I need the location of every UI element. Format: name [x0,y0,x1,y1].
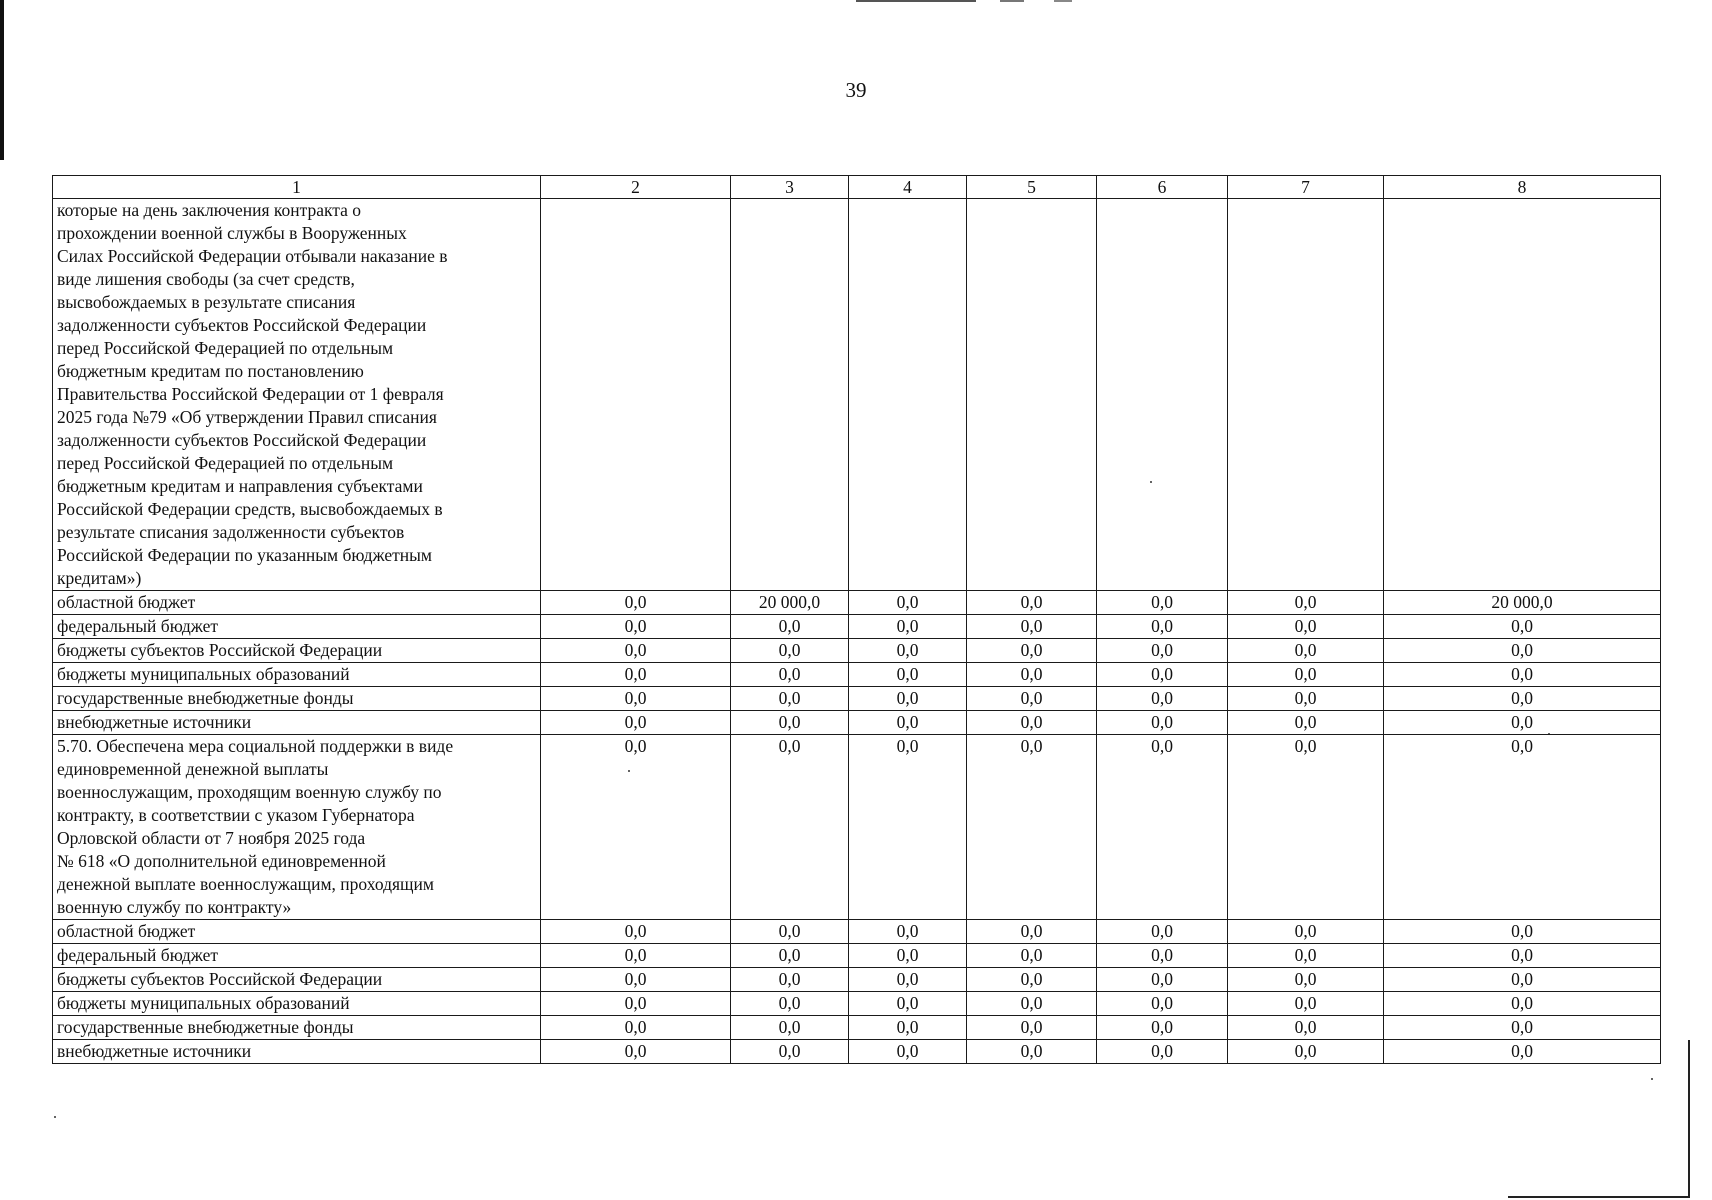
column-number: 8 [1384,176,1661,199]
value-cell: 20 000,0 [731,591,849,615]
value-cell: 0,0 [849,711,967,735]
funding-source-label: внебюджетные источники [53,1040,541,1064]
value-cell: 0,0 [967,735,1097,920]
funding-source-label: федеральный бюджет [53,615,541,639]
value-cell [541,199,731,591]
value-cell: 0,0 [1228,615,1384,639]
value-cell: 0,0 [849,1016,967,1040]
value-cell: 0,0 [541,1040,731,1064]
value-cell: 0,0 [1097,639,1228,663]
value-cell: 0,0 [1228,944,1384,968]
value-cell: 0,0 [731,687,849,711]
value-cell: 0,0 [731,735,849,920]
value-cell: 0,0 [731,639,849,663]
funding-source-label: федеральный бюджет [53,944,541,968]
value-cell: 0,0 [1097,735,1228,920]
value-cell: 0,0 [967,639,1097,663]
measure-row [53,735,1661,920]
funding-source-row [53,615,1661,639]
value-cell: 0,0 [541,711,731,735]
value-cell: 0,0 [1384,735,1661,920]
value-cell: 0,0 [967,615,1097,639]
scan-top-mark [856,0,1156,2]
value-cell: 0,0 [1384,639,1661,663]
value-cell [849,199,967,591]
value-cell: 0,0 [731,1040,849,1064]
value-cell: 0,0 [731,711,849,735]
value-cell: 0,0 [1097,687,1228,711]
value-cell: 0,0 [1228,992,1384,1016]
value-cell: 0,0 [1228,1016,1384,1040]
value-cell: 0,0 [1097,944,1228,968]
funding-source-label: областной бюджет [53,591,541,615]
value-cell: 0,0 [541,663,731,687]
value-cell: 0,0 [849,735,967,920]
value-cell: 0,0 [849,687,967,711]
value-cell: 0,0 [1228,687,1384,711]
value-cell: 0,0 [1384,1040,1661,1064]
funding-source-row [53,639,1661,663]
value-cell: 0,0 [1097,591,1228,615]
value-cell: 0,0 [541,920,731,944]
funding-source-row [53,591,1661,615]
value-cell [1228,199,1384,591]
value-cell: 0,0 [1384,968,1661,992]
value-cell: 0,0 [1384,944,1661,968]
value-cell: 0,0 [541,992,731,1016]
value-cell: 0,0 [731,944,849,968]
value-cell: 0,0 [849,663,967,687]
value-cell: 0,0 [1097,615,1228,639]
funding-source-row [53,944,1661,968]
value-cell [967,199,1097,591]
value-cell: 0,0 [1384,920,1661,944]
value-cell: 0,0 [1228,591,1384,615]
value-cell [731,199,849,591]
value-cell: 0,0 [541,687,731,711]
value-cell: 0,0 [731,968,849,992]
value-cell: 0,0 [1384,663,1661,687]
funding-source-row [53,687,1661,711]
column-number: 1 [53,176,541,199]
value-cell: 0,0 [1097,968,1228,992]
column-number: 5 [967,176,1097,199]
value-cell: 0,0 [1097,1040,1228,1064]
value-cell: 0,0 [731,992,849,1016]
column-number: 4 [849,176,967,199]
value-cell: 0,0 [541,591,731,615]
value-cell: 0,0 [1097,1016,1228,1040]
value-cell: 0,0 [541,944,731,968]
value-cell [1384,199,1661,591]
value-cell: 0,0 [731,663,849,687]
value-cell: 0,0 [849,615,967,639]
value-cell: 0,0 [1228,920,1384,944]
funding-source-label: бюджеты субъектов Российской Федерации [53,968,541,992]
value-cell: 0,0 [1228,639,1384,663]
value-cell: 0,0 [1097,711,1228,735]
budget-table [52,175,1661,1064]
funding-source-row [53,1040,1661,1064]
funding-source-row [53,920,1661,944]
value-cell: 0,0 [967,1040,1097,1064]
funding-source-label: областной бюджет [53,920,541,944]
value-cell: 0,0 [849,591,967,615]
value-cell: 0,0 [1384,687,1661,711]
funding-source-label: внебюджетные источники [53,711,541,735]
measure-description: 5.70. Обеспечена мера социальной поддержки в виде единовременной денежной выплаты военнослужащим, проходящим военную службу по контракту, в соответствии с указом Губернатора Орловской области от 7 ноября 2025 года № 618 «О дополнительной единовременной денежной выплате военнослужащим, проходящим военную службу по контракту» [53,735,541,920]
value-cell: 20 000,0 [1384,591,1661,615]
funding-source-row [53,1016,1661,1040]
funding-source-label: государственные внебюджетные фонды [53,687,541,711]
value-cell: 0,0 [731,920,849,944]
value-cell: 0,0 [731,1016,849,1040]
funding-source-label: бюджеты муниципальных образований [53,663,541,687]
scan-bottom-corner [1508,1196,1688,1198]
value-cell: 0,0 [849,992,967,1016]
measure-row [53,199,1661,591]
funding-source-row [53,968,1661,992]
value-cell: 0,0 [849,1040,967,1064]
funding-source-label: государственные внебюджетные фонды [53,1016,541,1040]
scan-speck [1651,1078,1653,1080]
scan-right-edge [1688,1040,1690,1198]
value-cell: 0,0 [967,944,1097,968]
value-cell: 0,0 [541,639,731,663]
value-cell: 0,0 [849,920,967,944]
value-cell: 0,0 [967,968,1097,992]
value-cell: 0,0 [1384,711,1661,735]
table-body [53,199,1661,1064]
value-cell: 0,0 [541,968,731,992]
value-cell: 0,0 [1228,663,1384,687]
value-cell: 0,0 [967,663,1097,687]
page-number: 39 [845,78,867,102]
column-number: 2 [541,176,731,199]
value-cell: 0,0 [1228,711,1384,735]
value-cell: 0,0 [849,968,967,992]
value-cell: 0,0 [541,735,731,920]
column-number: 6 [1097,176,1228,199]
value-cell: 0,0 [1228,1040,1384,1064]
value-cell: 0,0 [731,615,849,639]
value-cell: 0,0 [1097,992,1228,1016]
value-cell [1097,199,1228,591]
column-number-row [53,176,1661,199]
value-cell: 0,0 [849,639,967,663]
column-number: 7 [1228,176,1384,199]
value-cell: 0,0 [967,591,1097,615]
value-cell: 0,0 [541,1016,731,1040]
value-cell: 0,0 [1384,615,1661,639]
value-cell: 0,0 [967,920,1097,944]
value-cell: 0,0 [1097,663,1228,687]
value-cell: 0,0 [849,944,967,968]
measure-description: которые на день заключения контракта о прохождении военной службы в Вооруженных Силах Российской Федерации отбывали наказание в виде лишения свободы (за счет средств, высвобождаемых в результате списания задолженности субъектов Российской Федерации перед Российской Федерацией по отдельным бюджетным кредитам по постановлению Правительства Российской Федерации от 1 февраля 2025 года №79 «Об утверждении Правил списания задолженности субъектов Российской Федерации перед Российской Федерацией по отдельным бюджетным кредитам и направления субъектами Российской Федерации средств, высвобождаемых в результате списания задолженности субъектов Российской Федерации по указанным бюджетным кредитам») [53,199,541,591]
value-cell: 0,0 [1228,735,1384,920]
value-cell: 0,0 [967,1016,1097,1040]
funding-source-label: бюджеты муниципальных образований [53,992,541,1016]
value-cell: 0,0 [967,687,1097,711]
value-cell: 0,0 [1097,920,1228,944]
value-cell: 0,0 [1384,992,1661,1016]
funding-source-row [53,992,1661,1016]
value-cell: 0,0 [1228,968,1384,992]
value-cell: 0,0 [967,992,1097,1016]
scan-speck [54,1116,56,1118]
value-cell: 0,0 [967,711,1097,735]
funding-source-label: бюджеты субъектов Российской Федерации [53,639,541,663]
column-number: 3 [731,176,849,199]
funding-source-row [53,663,1661,687]
value-cell: 0,0 [541,615,731,639]
value-cell: 0,0 [1384,1016,1661,1040]
funding-source-row [53,711,1661,735]
